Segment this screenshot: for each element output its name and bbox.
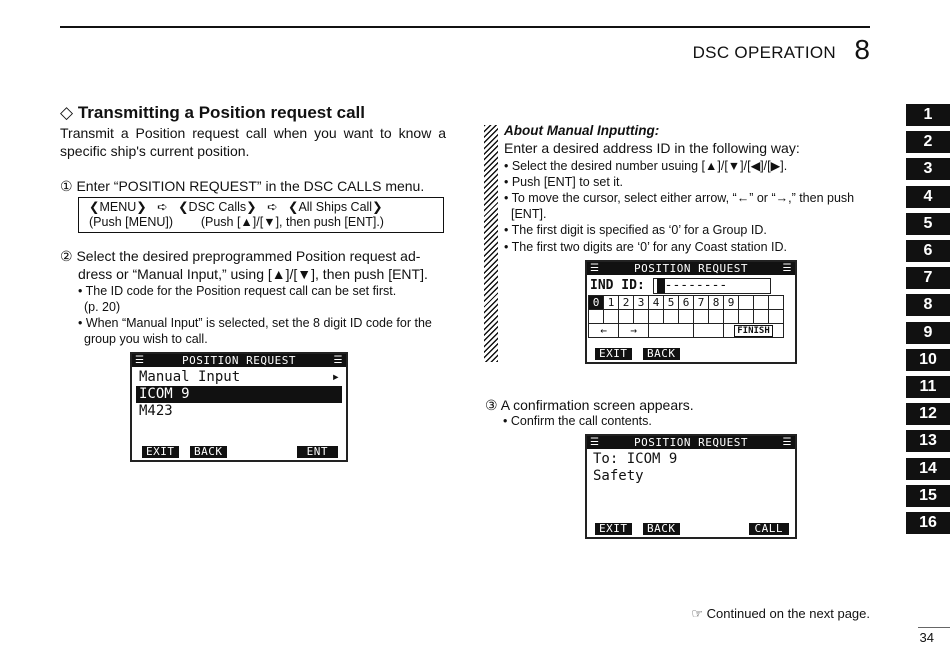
step2	[60, 247, 420, 265]
diamond-icon: ◇	[60, 103, 74, 122]
step2-text-line2: dress or “Manual Input,” using [▲]/[▼], then push [ENT].	[78, 266, 428, 282]
grid-key-empty[interactable]	[739, 310, 754, 324]
manual-bullet4: • The first digit is specified as ‘0’ for a Group ID.	[504, 223, 767, 237]
grid-key-empty[interactable]	[649, 310, 664, 324]
step2-bullet2-cont: group you wish to call.	[84, 332, 208, 346]
grid-key-empty[interactable]	[664, 310, 679, 324]
chapter-tab-2[interactable]: 2	[906, 131, 950, 153]
menu-bars-icon: ☰	[590, 263, 600, 274]
chapter-tab-4[interactable]: 4	[906, 186, 950, 208]
menu-bars-icon: ☰	[590, 437, 600, 448]
grid-key-empty[interactable]	[724, 310, 739, 324]
lcd-header-text: POSITION REQUEST	[634, 436, 748, 449]
chapter-tab-5[interactable]: 5	[906, 213, 950, 235]
softkey-back[interactable]: BACK	[190, 446, 227, 458]
grid-key-empty[interactable]	[694, 310, 709, 324]
grid-key-empty[interactable]	[589, 310, 604, 324]
manual-bullet1: • Select the desired number usuing [▲]/[▼]/[◀]/[▶].	[504, 159, 788, 173]
lcd-header	[587, 436, 795, 449]
step3-number: ③	[485, 397, 498, 413]
grid-key-empty[interactable]	[634, 310, 649, 324]
section-title-text: Transmitting a Position request call	[77, 103, 365, 122]
cursor-left-key[interactable]: ←	[589, 324, 619, 338]
digit-key-5[interactable]: 5	[664, 296, 679, 310]
chapter-tab-15[interactable]: 15	[906, 485, 950, 507]
chapter-tab-7[interactable]: 7	[906, 267, 950, 289]
lcd-position-request-list	[130, 352, 348, 462]
digit-key-3[interactable]: 3	[634, 296, 649, 310]
softkey-call[interactable]: CALL	[749, 523, 790, 535]
chapter-tab-9[interactable]: 9	[906, 322, 950, 344]
grid-key-empty[interactable]	[754, 310, 769, 324]
softkey-ent[interactable]: ENT	[297, 446, 338, 458]
manual-bullet5: • The first two digits are ‘0’ for any Coast station ID.	[504, 240, 787, 254]
chapter-tab-14[interactable]: 14	[906, 458, 950, 480]
arrow-right-icon: ▸	[331, 369, 340, 385]
softkey-exit[interactable]: EXIT	[595, 523, 632, 535]
step2-bullet1: • The ID code for the Position request call can be set first.	[78, 284, 397, 298]
page-number-rule	[918, 627, 950, 628]
chapter-tab-1[interactable]: 1	[906, 104, 950, 126]
ind-id-input[interactable]: --------	[653, 278, 771, 294]
lcd-header	[587, 262, 795, 275]
grid-key-empty[interactable]	[694, 324, 724, 338]
menu-bars-icon: ☰	[782, 263, 792, 274]
digit-key-2[interactable]: 2	[619, 296, 634, 310]
grid-key-empty[interactable]	[679, 310, 694, 324]
chapter-tab-3[interactable]: 3	[906, 158, 950, 180]
lcd-row-manual-input[interactable]: Manual Input ▸	[139, 369, 340, 385]
digit-key-9[interactable]: 9	[724, 296, 739, 310]
softkey-back[interactable]: BACK	[643, 523, 680, 535]
step3	[485, 396, 694, 414]
step1-text: Enter “POSITION REQUEST” in the DSC CALLS menu.	[76, 178, 425, 194]
finish-key[interactable]: FINISH	[724, 324, 784, 338]
digit-key-1[interactable]: 1	[604, 296, 619, 310]
step1-number: ①	[60, 178, 73, 194]
step2-text-line1: Select the desired preprogrammed Position request ad-	[76, 248, 421, 264]
grid-key-empty[interactable]	[769, 310, 784, 324]
menu-path-line1: ❮MENU❯ ➪ ❮DSC Calls❯ ➪ ❮All Ships Call❯	[89, 200, 383, 214]
lcd-row-icom9[interactable]: ICOM 9	[136, 386, 342, 403]
manual-title: About Manual Inputting:	[504, 123, 660, 138]
digit-grid	[588, 295, 784, 338]
grid-key-empty[interactable]	[619, 310, 634, 324]
continued-note: ☞ Continued on the next page.	[691, 606, 870, 621]
confirm-to-row: To: ICOM 9	[593, 451, 678, 467]
step2-bullet2: • When “Manual Input” is selected, set the 8 digit ID code for the	[78, 316, 432, 330]
section-title	[60, 103, 365, 123]
confirm-category-row: Safety	[593, 468, 644, 484]
lcd-row-m423[interactable]: M423	[139, 403, 173, 419]
section-intro: Transmit a Position request call when you want to know a specific ship's current position.	[60, 125, 446, 159]
digit-key-empty[interactable]	[739, 296, 754, 310]
step2-number: ②	[60, 248, 73, 264]
grid-key-empty[interactable]	[709, 310, 724, 324]
digit-key-6[interactable]: 6	[679, 296, 694, 310]
lcd-header-text: POSITION REQUEST	[182, 354, 296, 367]
chapter-tab-13[interactable]: 13	[906, 430, 950, 452]
chapter-tab-8[interactable]: 8	[906, 294, 950, 316]
softkey-exit[interactable]: EXIT	[595, 348, 632, 360]
step3-bullet: • Confirm the call contents.	[503, 414, 652, 428]
chapter-title: DSC OPERATION	[692, 43, 836, 62]
manual-bullet3-cont: [ENT].	[511, 207, 547, 221]
menu-bars-icon: ☰	[333, 355, 343, 366]
note-hatch-bar	[484, 125, 498, 362]
grid-key-empty[interactable]	[604, 310, 619, 324]
step1	[60, 177, 424, 195]
grid-key-empty[interactable]	[649, 324, 694, 338]
digit-key-empty[interactable]	[754, 296, 769, 310]
chapter-tab-11[interactable]: 11	[906, 376, 950, 398]
menu-path-box	[78, 197, 444, 233]
manual-lead: Enter a desired address ID in the following way:	[504, 140, 800, 156]
chapter-number: 8	[854, 34, 870, 65]
page-number: 34	[919, 630, 934, 645]
chapter-tab-12[interactable]: 12	[906, 403, 950, 425]
digit-key-8[interactable]: 8	[709, 296, 724, 310]
digit-key-4[interactable]: 4	[649, 296, 664, 310]
chapter-tab-16[interactable]: 16	[906, 512, 950, 534]
chapter-tab-6[interactable]: 6	[906, 240, 950, 262]
digit-key-0[interactable]: 0	[589, 296, 604, 310]
cursor-right-key[interactable]: →	[619, 324, 649, 338]
lcd-manual-input	[585, 260, 797, 364]
menu-path-line2: (Push [MENU]) (Push [▲]/[▼], then push [ENT].)	[89, 215, 384, 229]
softkey-exit[interactable]: EXIT	[142, 446, 179, 458]
step3-text: A confirmation screen appears.	[500, 397, 694, 413]
menu-bars-icon: ☰	[782, 437, 792, 448]
step2-bullet1-cont: (p. 20)	[84, 300, 121, 314]
chapter-tab-10[interactable]: 10	[906, 349, 950, 371]
manual-bullet3: • To move the cursor, select either arrow, “←” or “→,” then push	[504, 191, 855, 205]
softkey-back[interactable]: BACK	[643, 348, 680, 360]
digit-key-empty[interactable]	[769, 296, 784, 310]
menu-bars-icon: ☰	[135, 355, 145, 366]
lcd-header	[132, 354, 346, 367]
lcd-header-text: POSITION REQUEST	[634, 262, 748, 275]
digit-key-7[interactable]: 7	[694, 296, 709, 310]
manual-bullet2: • Push [ENT] to set it.	[504, 175, 624, 189]
header-rule	[60, 26, 870, 28]
ind-id-label: IND ID:	[590, 278, 645, 293]
lcd-confirmation	[585, 434, 797, 539]
